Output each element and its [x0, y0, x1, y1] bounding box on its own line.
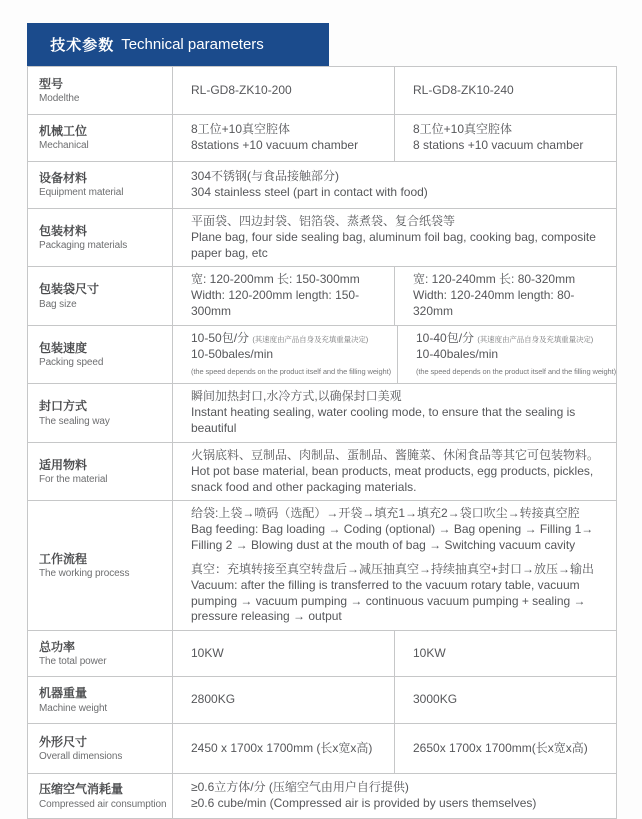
value-paragraph: [191, 780, 610, 812]
value-line: 瞬间加热封口,水冷方式,以确保封口美观: [191, 389, 402, 404]
row-label-en: Modelthe: [39, 92, 80, 104]
row-label: [28, 326, 172, 383]
row-label-en: For the material: [39, 474, 108, 486]
cell-value: [172, 724, 394, 773]
table-row-packing-speed: [28, 325, 616, 383]
row-label: [28, 774, 172, 818]
row-label-cn: 压缩空气消耗量: [39, 782, 124, 797]
table-row-overall-dimensions: [28, 723, 616, 773]
cell-value: [394, 677, 616, 723]
table-row-total-power: [28, 630, 616, 676]
value-paragraph: [191, 272, 388, 319]
cell-value: [172, 443, 616, 500]
row-label: [28, 501, 172, 630]
value-line: 8 stations +10 vacuum chamber: [413, 138, 584, 152]
row-label-cn: 封口方式: [39, 399, 88, 414]
parameters-table: [27, 66, 617, 819]
row-label-en: Equipment material: [39, 187, 124, 199]
value-line: Instant heating sealing, water cooling mode, to ensure that the sealing is beautiful: [191, 405, 576, 436]
table-row-model: [28, 67, 616, 114]
value-line: Plane bag, four side sealing bag, aluminum foil bag, cooking bag, composite paper bag, etc: [191, 229, 596, 260]
value-line: 10-50bales/min: [191, 346, 274, 361]
value-line: (the speed depends on the product itself and the filling weight): [191, 366, 391, 376]
value-line: 2800KG: [191, 692, 236, 707]
row-label: [28, 443, 172, 500]
value-paragraph: [416, 331, 616, 378]
value-paragraph: [191, 646, 388, 662]
cell-value: [394, 631, 616, 676]
cell-value: [394, 115, 616, 161]
row-label-en: Packing speed: [39, 357, 104, 369]
cell-value: [394, 267, 616, 324]
table-row-bag-size: [28, 266, 616, 324]
value-line: 真空：充填转接至真空转盘后→减压抽真空→持续抽真空+封口→放压→输出: [191, 561, 595, 576]
value-line: 平面袋、四边封袋、铝箔袋、蒸煮袋、复合纸袋等: [191, 214, 456, 228]
row-label-cn: 包装速度: [39, 340, 88, 355]
value-line: Width: 120-200mm length: 150-300mm: [191, 288, 360, 319]
section-title-en: Technical parameters: [121, 36, 264, 53]
row-label-cn: 机械工位: [39, 124, 88, 139]
value-line: 8工位+10真空腔体: [413, 122, 513, 137]
row-label-en: Machine weight: [39, 702, 108, 714]
value-paragraph: [191, 214, 610, 261]
value-line: 3000KG: [413, 692, 458, 707]
value-line: 2450 x 1700x 1700mm (长x宽x高): [191, 740, 373, 755]
value-line: 10-40bales/min: [416, 346, 499, 361]
value-paragraph: [191, 122, 388, 154]
table-row-mechanical: [28, 114, 616, 161]
cell-value: [397, 326, 622, 383]
value-paragraph: [413, 83, 610, 99]
cell-value: [172, 384, 616, 441]
value-paragraph: [191, 692, 388, 708]
value-line: Bag feeding: Bag loading → Coding (optional) → Bag opening → Filling 1→ Filling 2 → Blowing dust at the mouth of bag → Switching vacuum cavity: [191, 522, 594, 553]
row-label: [28, 267, 172, 324]
value-paragraph: [413, 741, 610, 757]
row-label: [28, 631, 172, 676]
value-line: 304不锈钢(与食品接触部分): [191, 169, 340, 184]
row-label-cn: 包装材料: [39, 223, 88, 238]
value-paragraph: [413, 272, 610, 319]
value-line: Hot pot base material, bean products, meat products, egg products, pickles, snack food and other packaging materials.: [191, 463, 594, 494]
row-label: [28, 677, 172, 723]
value-line: 宽: 120-240mm 长: 80-320mm: [413, 272, 576, 287]
value-line: 10-50包/分 (其速度由产品自身及充填重量决定): [191, 330, 369, 345]
value-paragraph: [191, 169, 610, 201]
cell-value: [172, 677, 394, 723]
section-title-cn: 技术参数: [50, 37, 115, 54]
row-label-cn: 总功率: [39, 639, 76, 654]
value-line: 宽: 120-200mm 长: 150-300mm: [191, 272, 360, 287]
row-label-cn: 设备材料: [39, 171, 88, 186]
cell-value: [172, 67, 394, 114]
cell-value: [172, 501, 616, 630]
table-row-sealing-way: [28, 383, 616, 441]
cell-value: [394, 724, 616, 773]
row-label-cn: 工作流程: [39, 551, 88, 566]
value-paragraph: [191, 741, 388, 757]
table-row-working-process: [28, 500, 616, 630]
value-paragraph: [191, 562, 610, 625]
row-label: [28, 724, 172, 773]
value-line: 火锅底料、豆制品、肉制品、蛋制品、酱腌菜、休闲食品等其它可包装物料。: [191, 447, 600, 462]
row-label: [28, 209, 172, 266]
cell-value: [394, 67, 616, 114]
row-label-cn: 型号: [39, 76, 64, 91]
value-line: 10-40包/分 (其速度由产品自身及充填重量决定): [416, 330, 594, 345]
value-paragraph: [413, 692, 610, 708]
value-paragraph: [191, 448, 610, 495]
value-line: 304 stainless steel (part in contact with food): [191, 185, 428, 199]
cell-value: [172, 326, 397, 383]
row-label: [28, 115, 172, 161]
value-line: 给袋:上袋→喷码（选配）→开袋→填充1→填充2→袋口吹尘→转接真空腔: [191, 506, 580, 521]
value-line: RL-GD8-ZK10-240: [413, 82, 514, 97]
cell-value: [172, 162, 616, 208]
cell-value: [172, 774, 616, 818]
section-header: [27, 23, 329, 66]
row-label-en: The sealing way: [39, 415, 110, 427]
value-line: (the speed depends on the product itself and the filling weight): [416, 366, 616, 376]
value-paragraph: [191, 83, 388, 99]
value-paragraph: [413, 646, 610, 662]
row-label-en: Packaging materials: [39, 240, 128, 252]
value-line: 2650x 1700x 1700mm(长x宽x高): [413, 740, 588, 755]
cell-value: [172, 267, 394, 324]
value-line: Vacuum: after the filling is transferred to the vacuum rotary table, vacuum pumping → vacuum pumping → continuous vacuum pumping + sealing → pressure releasing → output: [191, 577, 586, 624]
table-row-machine-weight: [28, 676, 616, 723]
row-label-cn: 外形尺寸: [39, 734, 88, 749]
value-line: ≥0.6立方体/分 (压缩空气由用户自行提供): [191, 780, 409, 795]
row-label: [28, 384, 172, 441]
row-label-en: Overall dimensions: [39, 751, 123, 763]
value-line: Width: 120-240mm length: 80-320mm: [413, 288, 575, 319]
value-line: RL-GD8-ZK10-200: [191, 82, 292, 97]
cell-value: [172, 115, 394, 161]
row-label-cn: 适用物料: [39, 457, 88, 472]
value-line: 8工位+10真空腔体: [191, 122, 291, 137]
row-label-en: Bag size: [39, 298, 77, 310]
value-line: ≥0.6 cube/min (Compressed air is provided by users themselves): [191, 796, 537, 811]
cell-value: [172, 631, 394, 676]
row-label-en: The working process: [39, 568, 130, 580]
table-row-equipment-material: [28, 161, 616, 208]
value-paragraph: [413, 122, 610, 154]
row-label: [28, 162, 172, 208]
row-label-en: The total power: [39, 656, 107, 668]
value-line: 8stations +10 vacuum chamber: [191, 138, 359, 152]
table-row-compressed-air: [28, 773, 616, 818]
row-label-cn: 机器重量: [39, 686, 88, 701]
row-label-en: Mechanical: [39, 140, 89, 152]
value-paragraph: [191, 506, 610, 553]
row-label-en: Compressed air consumption: [39, 798, 167, 810]
value-paragraph: [191, 389, 610, 436]
value-line: 10KW: [413, 645, 446, 660]
value-paragraph: [191, 331, 391, 378]
cell-value: [172, 209, 616, 266]
row-label-cn: 包装袋尺寸: [39, 282, 100, 297]
row-label: [28, 67, 172, 114]
table-row-for-the-material: [28, 442, 616, 500]
table-row-packaging-materials: [28, 208, 616, 266]
value-line: 10KW: [191, 645, 224, 660]
